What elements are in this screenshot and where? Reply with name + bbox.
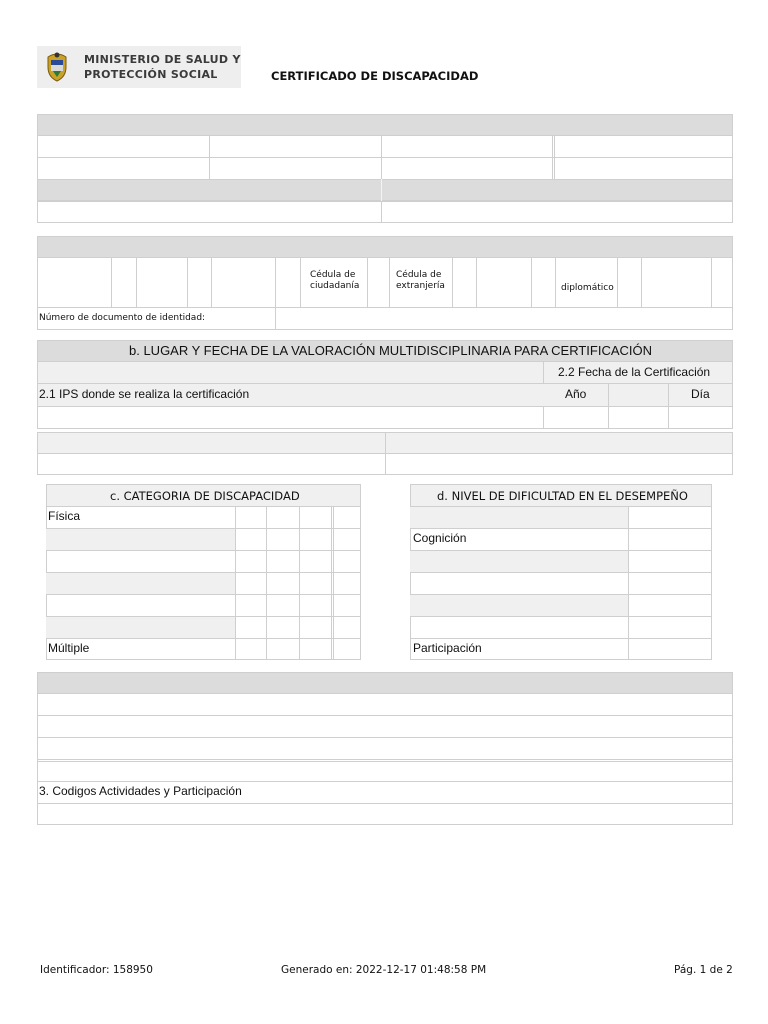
ips-input-row[interactable] bbox=[37, 406, 733, 429]
footer-generated: Generado en: 2022-12-17 01:48:58 PM bbox=[281, 964, 487, 976]
id-type-diplomatico: diplomático bbox=[561, 283, 614, 293]
section-c-title: c. CATEGORIA DE DISCAPACIDAD bbox=[110, 489, 300, 503]
section-d-title: d. NIVEL DE DIFICULTAD EN EL DESEMPEÑO bbox=[437, 489, 688, 503]
document-title: CERTIFICADO DE DISCAPACIDAD bbox=[271, 69, 479, 83]
category-fisica: Física bbox=[48, 509, 81, 523]
doc-number-label: Número de documento de identidad: bbox=[39, 313, 206, 323]
section-a-subheader bbox=[37, 179, 733, 201]
difficulty-cognicion: Cognición bbox=[413, 531, 467, 545]
section-a-header bbox=[37, 114, 733, 136]
id-type-cedula-ciudadania: Cédula de ciudadanía bbox=[310, 270, 360, 291]
category-multiple: Múltiple bbox=[48, 641, 90, 655]
ministry-name-line1: MINISTERIO DE SALUD Y bbox=[84, 53, 241, 66]
section-b-row-4 bbox=[37, 453, 733, 475]
coat-of-arms-icon bbox=[44, 51, 70, 83]
codes-label: 3. Codigos Actividades y Participación bbox=[39, 784, 242, 798]
day-label: Día bbox=[691, 387, 710, 401]
difficulty-participacion: Participación bbox=[413, 641, 482, 655]
ministry-name bbox=[84, 52, 241, 82]
identification-header bbox=[37, 236, 733, 258]
footer-identifier: Identificador: 158950 bbox=[40, 964, 153, 976]
year-label: Año bbox=[565, 387, 587, 401]
id-type-row bbox=[37, 257, 733, 308]
ips-label: 2.1 IPS donde se realiza la certificación bbox=[39, 387, 250, 401]
section-3-header bbox=[37, 672, 733, 694]
footer-page: Pág. 1 de 2 bbox=[674, 964, 733, 976]
id-type-cedula-extranjeria: Cédula de extranjería bbox=[396, 270, 445, 291]
section-a-grid-2 bbox=[37, 201, 733, 223]
section-b-title: b. LUGAR Y FECHA DE LA VALORACIÓN MULTIDISCIPLINARIA PARA CERTIFICACIÓN bbox=[129, 343, 653, 358]
difficulty-table bbox=[410, 506, 712, 660]
certification-date-label: 2.2 Fecha de la Certificación bbox=[558, 365, 711, 379]
ministry-name-line2: PROTECCIÓN SOCIAL bbox=[84, 68, 218, 81]
